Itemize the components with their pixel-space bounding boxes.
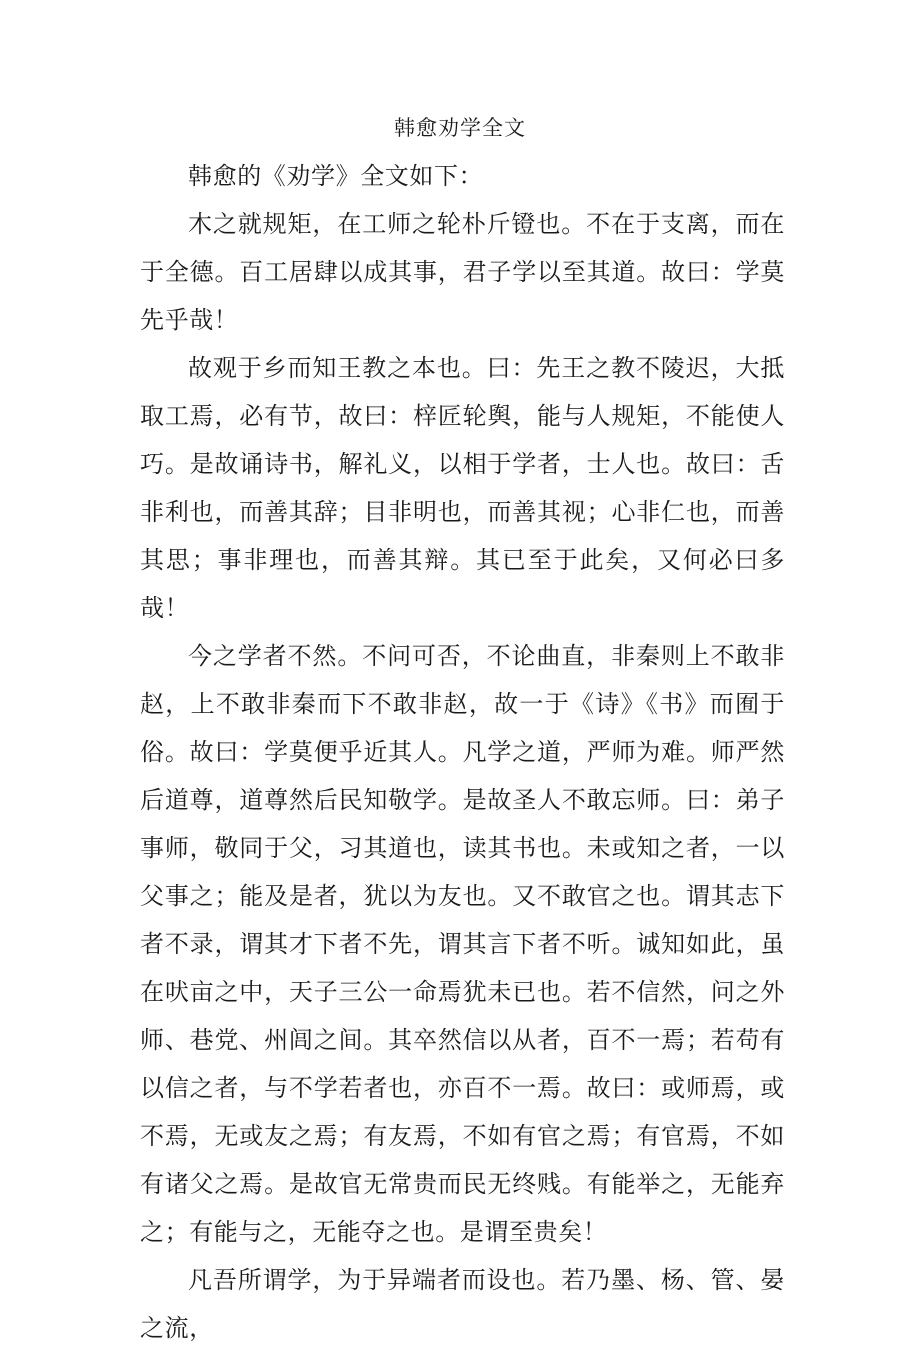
paragraph-4: 凡吾所谓学，为于异端者而设也。若乃墨、杨、管、晏之流， [140, 1266, 785, 1342]
document-title: 韩愈劝学全文 [394, 116, 526, 140]
document-body [140, 152, 785, 1352]
paragraph-3: 今之学者不然。不问可否，不论曲直，非秦则上不敢非赵，上不敢非秦而下不敢非赵，故一于《诗》《书》而囿于俗。故曰：学莫便乎近其人。凡学之道，严师为难。师严然后道尊，道尊然后民知敬学。是故圣人不敢忘师。曰：弟子事师，敬同于父，习其道也，读其书也。未或知之者，一以父事之；能及是者，犹以为友也。又不敢官之也。谓其志下者不录，谓其才下者不先，谓其言下者不听。诚知如此，虽在吠亩之中，天子三公一命焉犹未已也。若不信然，问之外师、巷党、州闾之间。其卒然信以从者，百不一焉；若苟有以信之者，与不学若者也，亦百不一焉。故曰：或师焉，或不焉，无或友之焉；有友焉，不如有官之焉；有官焉，不如有诸父之焉。是故官无常贵而民无终贱。有能举之，无能弃之；有能与之，无能夺之也。是谓至贵矣！ [140, 642, 785, 1246]
paragraph-1: 木之就规矩，在工师之轮朴斤镫也。不在于支离，而在于全德。百工居肆以成其事，君子学以至其道。故曰：学莫先乎哉！ [140, 210, 785, 334]
paragraph-intro: 韩愈的《劝学》全文如下： [188, 162, 484, 190]
paragraph-2: 故观于乡而知王教之本也。曰：先王之教不陵迟，大抵取工焉，必有节，故曰：梓匠轮舆，能与人规矩，不能使人巧。是故诵诗书，解礼义，以相于学者，士人也。故曰：舌非利也，而善其辞；目非明也，而善其视；心非仁也，而善其思；事非理也，而善其辩。其已至于此矣，又何必曰多哉！ [140, 354, 785, 622]
